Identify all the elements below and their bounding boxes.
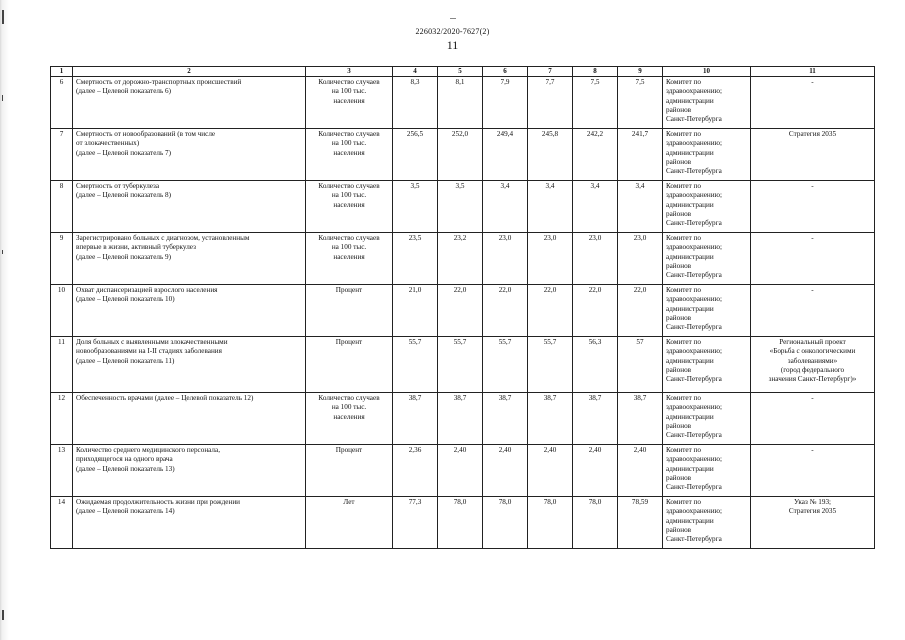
note-cell: - <box>751 181 875 233</box>
column-header: 3 <box>306 67 393 77</box>
responsible-cell: Комитет по здравоохранению; администрации районов Санкт-Петербурга <box>663 285 751 337</box>
value-cell: 2,40 <box>573 445 618 497</box>
table-row <box>51 393 875 445</box>
responsible-cell: Комитет по здравоохранению; администрации районов Санкт-Петербурга <box>663 181 751 233</box>
value-cell: 78,0 <box>573 497 618 549</box>
scan-mark <box>2 610 4 620</box>
unit-cell: Процент <box>306 337 393 393</box>
note-cell: Региональный проект «Борьба с онкологическими заболеваниями» (город федерального значения Санкт-Петербург)» <box>751 337 875 393</box>
value-cell: 7,7 <box>528 77 573 129</box>
indicator-name-cell: Ожидаемая продолжительность жизни при рождении (далее – Целевой показатель 14) <box>73 497 306 549</box>
value-cell: 2,40 <box>483 445 528 497</box>
note-cell: Указ № 193; Стратегия 2035 <box>751 497 875 549</box>
value-cell: 245,8 <box>528 129 573 181</box>
value-cell: 55,7 <box>528 337 573 393</box>
value-cell: 2,40 <box>528 445 573 497</box>
value-cell: 2,40 <box>618 445 663 497</box>
indicator-name-cell: Зарегистрировано больных с диагнозом, установленным впервые в жизни, активный туберкулез (далее – Целевой показатель 9) <box>73 233 306 285</box>
note-cell: - <box>751 233 875 285</box>
responsible-cell: Комитет по здравоохранению; администрации районов Санкт-Петербурга <box>663 497 751 549</box>
value-cell: 242,2 <box>573 129 618 181</box>
value-cell: 38,7 <box>393 393 438 445</box>
value-cell: 78,59 <box>618 497 663 549</box>
value-cell: 22,0 <box>573 285 618 337</box>
column-header: 7 <box>528 67 573 77</box>
column-header: 11 <box>751 67 875 77</box>
value-cell: 23,0 <box>573 233 618 285</box>
value-cell: 57 <box>618 337 663 393</box>
row-number-cell: 13 <box>51 445 73 497</box>
value-cell: 3,4 <box>618 181 663 233</box>
note-cell: - <box>751 393 875 445</box>
unit-cell: Количество случаев на 100 тыс. населения <box>306 393 393 445</box>
row-number-cell: 12 <box>51 393 73 445</box>
value-cell: 22,0 <box>483 285 528 337</box>
indicator-name-cell: Доля больных с выявленными злокачественными новообразованиями на I-II стадиях заболевания (далее – Целевой показатель 11) <box>73 337 306 393</box>
table-row <box>51 337 875 393</box>
value-cell: 3,5 <box>393 181 438 233</box>
scan-mark <box>2 10 4 24</box>
value-cell: 55,7 <box>393 337 438 393</box>
value-cell: 8,3 <box>393 77 438 129</box>
header-row <box>51 67 875 77</box>
column-header: 6 <box>483 67 528 77</box>
unit-cell: Количество случаев на 100 тыс. населения <box>306 181 393 233</box>
note-cell: - <box>751 445 875 497</box>
value-cell: 3,4 <box>573 181 618 233</box>
row-number-cell: 11 <box>51 337 73 393</box>
note-cell: - <box>751 285 875 337</box>
table-row <box>51 129 875 181</box>
responsible-cell: Комитет по здравоохранению; администрации районов Санкт-Петербурга <box>663 129 751 181</box>
value-cell: 23,0 <box>618 233 663 285</box>
table-row <box>51 77 875 129</box>
value-cell: 21,0 <box>393 285 438 337</box>
value-cell: 38,7 <box>573 393 618 445</box>
page-number: 11 <box>446 38 459 52</box>
indicator-name-cell: Смертность от туберкулеза (далее – Целевой показатель 8) <box>73 181 306 233</box>
table-row <box>51 445 875 497</box>
value-cell: 22,0 <box>618 285 663 337</box>
unit-cell: Количество случаев на 100 тыс. населения <box>306 233 393 285</box>
responsible-cell: Комитет по здравоохранению; администрации районов Санкт-Петербурга <box>663 445 751 497</box>
indicator-name-cell: Обеспеченность врачами (далее – Целевой показатель 12) <box>73 393 306 445</box>
note-cell: Стратегия 2035 <box>751 129 875 181</box>
value-cell: 23,0 <box>483 233 528 285</box>
table-row <box>51 497 875 549</box>
table-row <box>51 285 875 337</box>
top-dash <box>450 18 456 19</box>
value-cell: 23,5 <box>393 233 438 285</box>
indicator-name-cell: Смертность от дорожно-транспортных происшествий (далее – Целевой показатель 6) <box>73 77 306 129</box>
value-cell: 3,5 <box>438 181 483 233</box>
value-cell: 23,0 <box>528 233 573 285</box>
value-cell: 38,7 <box>618 393 663 445</box>
value-cell: 56,3 <box>573 337 618 393</box>
column-header: 9 <box>618 67 663 77</box>
column-header: 8 <box>573 67 618 77</box>
column-header: 1 <box>51 67 73 77</box>
value-cell: 256,5 <box>393 129 438 181</box>
responsible-cell: Комитет по здравоохранению; администрации районов Санкт-Петербурга <box>663 77 751 129</box>
scan-mark <box>2 95 3 101</box>
document-id: 226032/2020-7627(2) <box>415 27 490 36</box>
value-cell: 7,9 <box>483 77 528 129</box>
value-cell: 249,4 <box>483 129 528 181</box>
value-cell: 77,3 <box>393 497 438 549</box>
row-number-cell: 8 <box>51 181 73 233</box>
column-header: 4 <box>393 67 438 77</box>
value-cell: 2,36 <box>393 445 438 497</box>
value-cell: 55,7 <box>483 337 528 393</box>
value-cell: 22,0 <box>528 285 573 337</box>
unit-cell: Количество случаев на 100 тыс. населения <box>306 129 393 181</box>
value-cell: 3,4 <box>528 181 573 233</box>
scan-mark <box>2 250 3 254</box>
value-cell: 7,5 <box>573 77 618 129</box>
table-row <box>51 181 875 233</box>
unit-cell: Количество случаев на 100 тыс. населения <box>306 77 393 129</box>
value-cell: 78,0 <box>483 497 528 549</box>
row-number-cell: 9 <box>51 233 73 285</box>
column-header: 2 <box>73 67 306 77</box>
unit-cell: Процент <box>306 285 393 337</box>
indicator-name-cell: Охват диспансеризацией взрослого населения (далее – Целевой показатель 10) <box>73 285 306 337</box>
value-cell: 252,0 <box>438 129 483 181</box>
unit-cell: Лет <box>306 497 393 549</box>
note-cell: - <box>751 77 875 129</box>
value-cell: 2,40 <box>438 445 483 497</box>
value-cell: 38,7 <box>438 393 483 445</box>
row-number-cell: 10 <box>51 285 73 337</box>
value-cell: 7,5 <box>618 77 663 129</box>
indicator-name-cell: Смертность от новообразований (в том числе от злокачественных) (далее – Целевой показатель 7) <box>73 129 306 181</box>
indicator-name-cell: Количество среднего медицинского персонала, приходящегося на одного врача (далее – Целевой показатель 13) <box>73 445 306 497</box>
value-cell: 241,7 <box>618 129 663 181</box>
value-cell: 38,7 <box>483 393 528 445</box>
row-number-cell: 7 <box>51 129 73 181</box>
responsible-cell: Комитет по здравоохранению; администрации районов Санкт-Петербурга <box>663 337 751 393</box>
value-cell: 23,2 <box>438 233 483 285</box>
row-number-cell: 6 <box>51 77 73 129</box>
unit-cell: Процент <box>306 445 393 497</box>
responsible-cell: Комитет по здравоохранению; администрации районов Санкт-Петербурга <box>663 233 751 285</box>
value-cell: 38,7 <box>528 393 573 445</box>
value-cell: 8,1 <box>438 77 483 129</box>
value-cell: 3,4 <box>483 181 528 233</box>
column-header: 10 <box>663 67 751 77</box>
value-cell: 55,7 <box>438 337 483 393</box>
value-cell: 78,0 <box>438 497 483 549</box>
value-cell: 22,0 <box>438 285 483 337</box>
value-cell: 78,0 <box>528 497 573 549</box>
table-row <box>51 233 875 285</box>
responsible-cell: Комитет по здравоохранению; администрации районов Санкт-Петербурга <box>663 393 751 445</box>
indicators-table <box>50 66 875 549</box>
row-number-cell: 14 <box>51 497 73 549</box>
column-header: 5 <box>438 67 483 77</box>
